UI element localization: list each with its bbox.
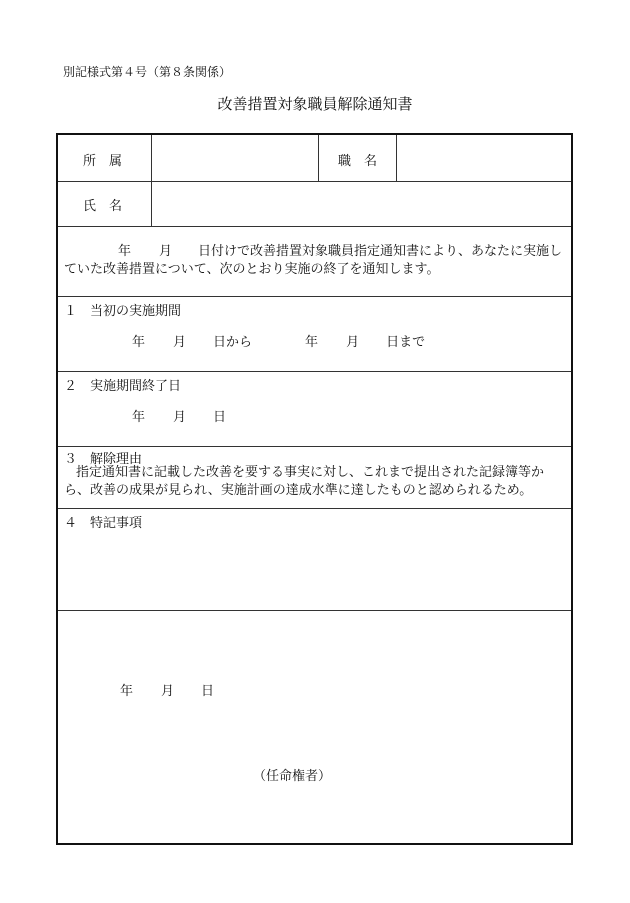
notice-year: 年	[118, 244, 132, 259]
form-frame	[56, 133, 573, 845]
end-date-month: 月	[173, 410, 187, 425]
row-divider	[58, 610, 571, 611]
start-day-from: 日から	[213, 335, 253, 350]
issue-day: 日	[201, 684, 215, 699]
end-day-until: 日まで	[386, 335, 426, 350]
affiliation-label: 所 属	[83, 154, 123, 169]
appointing-authority: （任命権者）	[253, 769, 332, 784]
issue-year: 年	[120, 684, 134, 699]
issue-date	[120, 680, 214, 699]
start-month: 月	[173, 335, 187, 350]
row-divider	[58, 446, 571, 447]
end-date-year: 年	[132, 410, 146, 425]
document-title: 改善措置対象職員解除通知書	[217, 95, 413, 113]
column-divider	[318, 135, 319, 181]
row-divider	[58, 371, 571, 372]
row-divider	[58, 181, 571, 182]
row-divider	[58, 508, 571, 509]
position-label: 職 名	[338, 154, 378, 169]
end-month: 月	[346, 335, 360, 350]
form-reference: 別記様式第４号（第８条関係）	[63, 65, 232, 79]
section-3-heading: ３ 解除理由	[64, 452, 143, 467]
end-year: 年	[305, 335, 319, 350]
section-4-heading: ４ 特記事項	[64, 516, 143, 531]
notice-line1: 日付けで改善措置対象職員指定通知書により、あなたに実施し	[198, 244, 563, 259]
start-year: 年	[132, 335, 146, 350]
reason-text	[64, 464, 565, 500]
section-2-heading: ２ 実施期間終了日	[64, 379, 182, 394]
end-date-day: 日	[213, 410, 227, 425]
initial-period-dates	[132, 331, 425, 350]
reason-line2: ら、改善の成果が見られ、実施計画の達成水準に達したものと認められるため。	[64, 483, 533, 498]
reason-line1: 指定通知書に記載した改善を要する事実に対し、これまで提出された記録簿等か	[76, 465, 545, 480]
row-divider	[58, 296, 571, 297]
end-date	[132, 406, 226, 425]
notice-line2: ていた改善措置について、次のとおり実施の終了を通知します。	[64, 262, 440, 277]
section-1-heading: １ 当初の実施期間	[64, 304, 182, 319]
name-label: 氏 名	[83, 199, 123, 214]
column-divider	[396, 135, 397, 181]
column-divider	[151, 135, 152, 226]
notice-text	[64, 243, 565, 279]
issue-month: 月	[161, 684, 175, 699]
row-divider	[58, 226, 571, 227]
notice-month: 月	[159, 244, 173, 259]
